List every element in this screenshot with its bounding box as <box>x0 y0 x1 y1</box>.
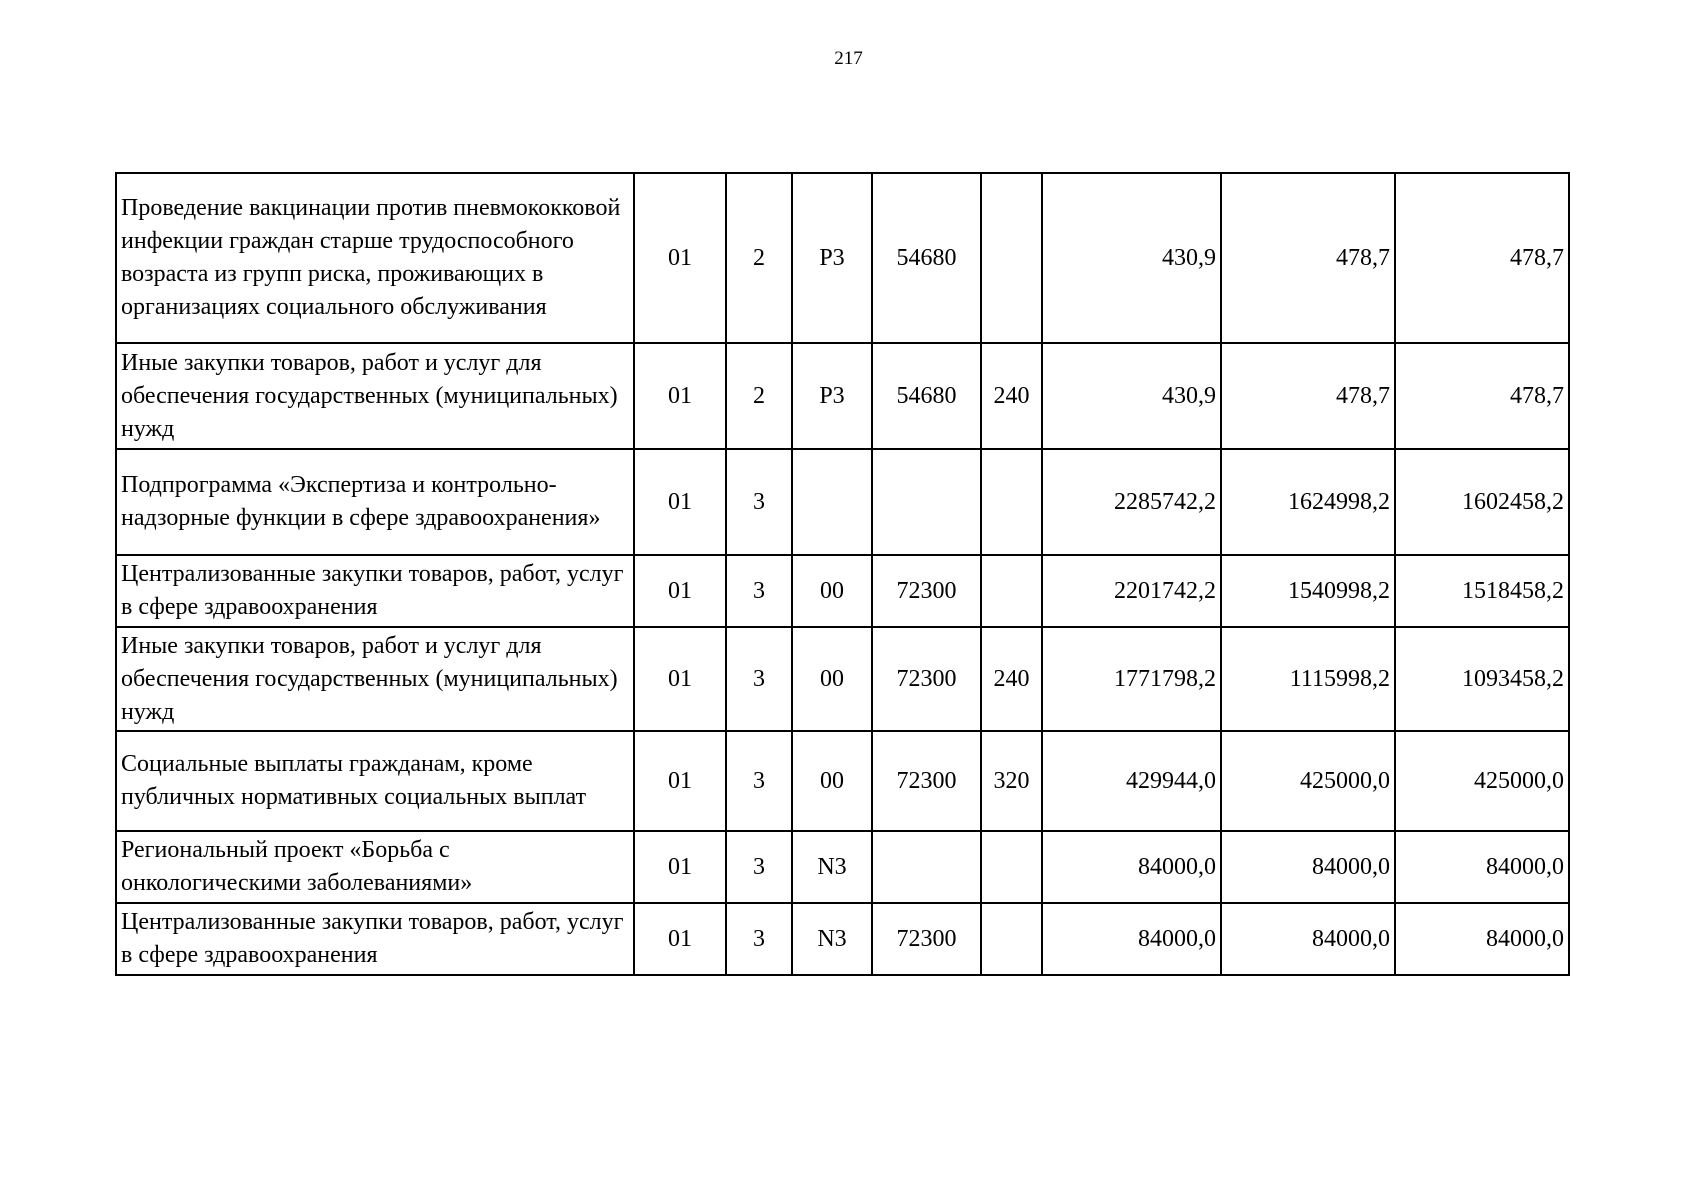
year2-amount-cell: 1624998,2 <box>1221 449 1395 555</box>
year1-amount-cell: 429944,0 <box>1042 731 1221 831</box>
table-row <box>116 903 1569 975</box>
expense-type-cell: 240 <box>981 627 1042 731</box>
program-code-cell: 01 <box>634 831 726 903</box>
year3-amount-cell: 425000,0 <box>1395 731 1569 831</box>
table-row <box>116 173 1569 343</box>
program-code-cell: 01 <box>634 555 726 627</box>
row-name-cell: Иные закупки товаров, работ и услуг для обеспечения государственных (муниципальных) нужд <box>116 627 634 731</box>
subprogram-code-cell: 3 <box>726 555 792 627</box>
direction-code-cell: 54680 <box>872 343 981 449</box>
project-code-cell: P3 <box>792 343 872 449</box>
program-code-cell: 01 <box>634 903 726 975</box>
year2-amount-cell: 84000,0 <box>1221 903 1395 975</box>
subprogram-code-cell: 3 <box>726 627 792 731</box>
table-row <box>116 731 1569 831</box>
expense-type-cell <box>981 555 1042 627</box>
project-code-cell: 00 <box>792 555 872 627</box>
subprogram-code-cell: 3 <box>726 831 792 903</box>
budget-table <box>115 172 1570 976</box>
year1-amount-cell: 84000,0 <box>1042 831 1221 903</box>
table-row <box>116 449 1569 555</box>
year1-amount-cell: 1771798,2 <box>1042 627 1221 731</box>
project-code-cell: N3 <box>792 903 872 975</box>
year1-amount-cell: 430,9 <box>1042 343 1221 449</box>
program-code-cell: 01 <box>634 627 726 731</box>
project-code-cell: 00 <box>792 731 872 831</box>
year3-amount-cell: 84000,0 <box>1395 831 1569 903</box>
direction-code-cell <box>872 449 981 555</box>
direction-code-cell: 72300 <box>872 555 981 627</box>
year2-amount-cell: 478,7 <box>1221 173 1395 343</box>
year1-amount-cell: 84000,0 <box>1042 903 1221 975</box>
year1-amount-cell: 2201742,2 <box>1042 555 1221 627</box>
program-code-cell: 01 <box>634 173 726 343</box>
row-name-cell: Социальные выплаты гражданам, кроме публичных нормативных социальных выплат <box>116 731 634 831</box>
page-number: 217 <box>834 48 863 69</box>
table-row <box>116 555 1569 627</box>
expense-type-cell <box>981 903 1042 975</box>
project-code-cell: N3 <box>792 831 872 903</box>
year3-amount-cell: 478,7 <box>1395 173 1569 343</box>
table-row <box>116 343 1569 449</box>
project-code-cell: P3 <box>792 173 872 343</box>
year2-amount-cell: 84000,0 <box>1221 831 1395 903</box>
project-code-cell: 00 <box>792 627 872 731</box>
year3-amount-cell: 1518458,2 <box>1395 555 1569 627</box>
row-name-cell: Подпрограмма «Экспертиза и контрольно-надзорные функции в сфере здравоохранения» <box>116 449 634 555</box>
year3-amount-cell: 478,7 <box>1395 343 1569 449</box>
expense-type-cell: 320 <box>981 731 1042 831</box>
table-row <box>116 831 1569 903</box>
year1-amount-cell: 430,9 <box>1042 173 1221 343</box>
direction-code-cell <box>872 831 981 903</box>
direction-code-cell: 72300 <box>872 903 981 975</box>
subprogram-code-cell: 2 <box>726 343 792 449</box>
project-code-cell <box>792 449 872 555</box>
year3-amount-cell: 84000,0 <box>1395 903 1569 975</box>
program-code-cell: 01 <box>634 449 726 555</box>
subprogram-code-cell: 3 <box>726 731 792 831</box>
year3-amount-cell: 1602458,2 <box>1395 449 1569 555</box>
year1-amount-cell: 2285742,2 <box>1042 449 1221 555</box>
expense-type-cell: 240 <box>981 343 1042 449</box>
subprogram-code-cell: 3 <box>726 449 792 555</box>
year2-amount-cell: 1115998,2 <box>1221 627 1395 731</box>
table-row <box>116 627 1569 731</box>
row-name-cell: Проведение вакцинации против пневмококковой инфекции граждан старше трудоспособного возраста из групп риска, проживающих в организациях социального обслуживания <box>116 173 634 343</box>
year3-amount-cell: 1093458,2 <box>1395 627 1569 731</box>
row-name-cell: Централизованные закупки товаров, работ, услуг в сфере здравоохранения <box>116 903 634 975</box>
direction-code-cell: 72300 <box>872 627 981 731</box>
row-name-cell: Иные закупки товаров, работ и услуг для обеспечения государственных (муниципальных) нужд <box>116 343 634 449</box>
row-name-cell: Региональный проект «Борьба с онкологическими заболеваниями» <box>116 831 634 903</box>
subprogram-code-cell: 2 <box>726 173 792 343</box>
year2-amount-cell: 478,7 <box>1221 343 1395 449</box>
direction-code-cell: 72300 <box>872 731 981 831</box>
program-code-cell: 01 <box>634 731 726 831</box>
row-name-cell: Централизованные закупки товаров, работ, услуг в сфере здравоохранения <box>116 555 634 627</box>
subprogram-code-cell: 3 <box>726 903 792 975</box>
expense-type-cell <box>981 173 1042 343</box>
program-code-cell: 01 <box>634 343 726 449</box>
expense-type-cell <box>981 831 1042 903</box>
expense-type-cell <box>981 449 1042 555</box>
year2-amount-cell: 1540998,2 <box>1221 555 1395 627</box>
year2-amount-cell: 425000,0 <box>1221 731 1395 831</box>
direction-code-cell: 54680 <box>872 173 981 343</box>
